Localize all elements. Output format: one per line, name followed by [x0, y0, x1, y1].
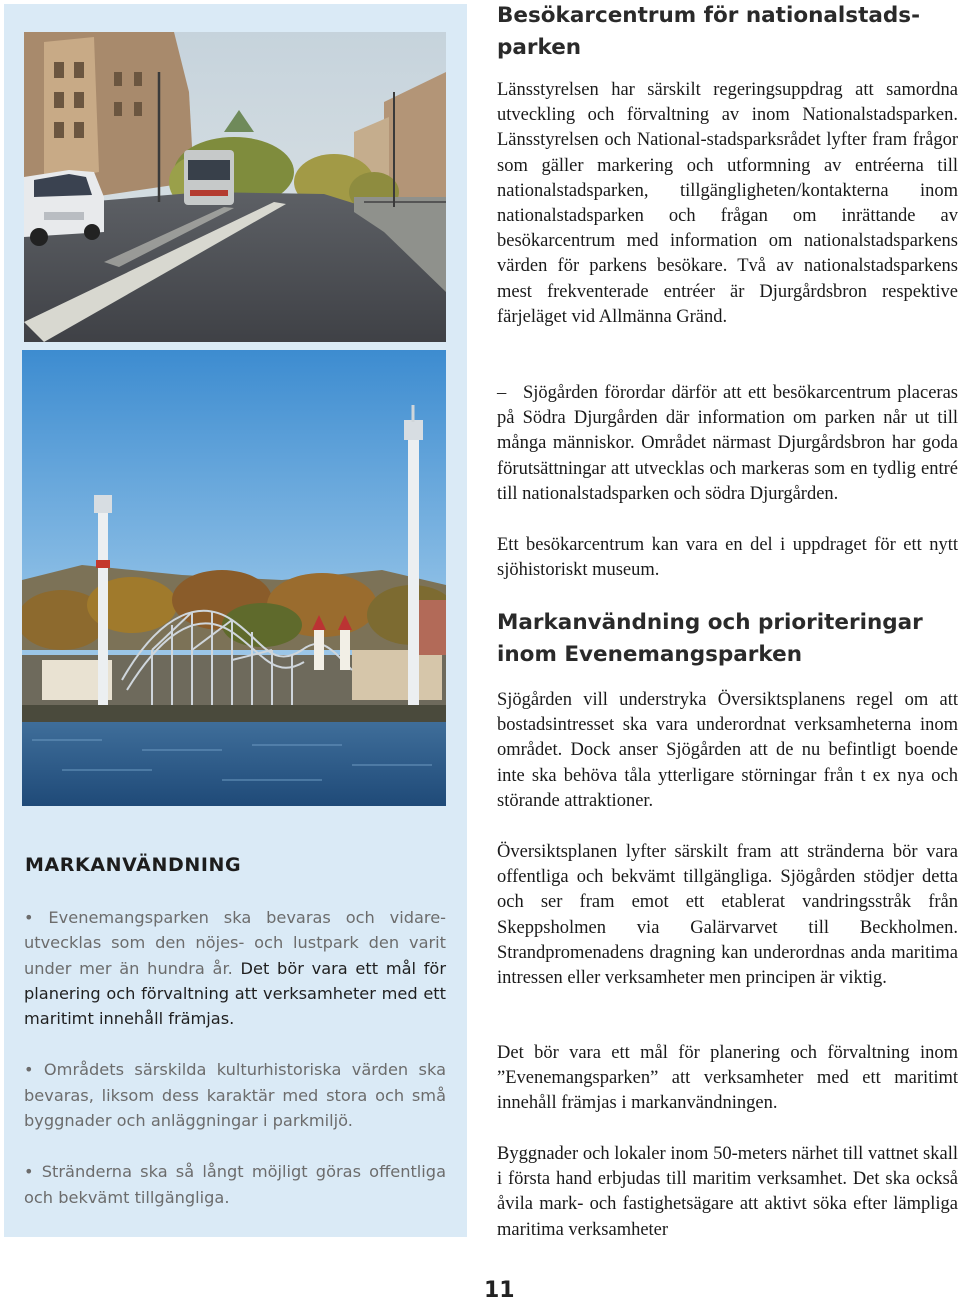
- bullet-text: Stränderna ska så långt möjligt göras offentliga och bekvämt tillgängliga.: [24, 1162, 446, 1207]
- bullet-text-emphasis: Det bör vara ett mål för planering och förvaltning att verksamheter med ett maritimt innehåll främjas.: [24, 958, 446, 1029]
- section-title-land-use: Markanvändning och prioriteringar inom Evenemangsparken: [497, 610, 923, 667]
- paragraph: Översiktsplanen lyfter särskilt fram att stränderna bör vara offentliga och bekvämt tillgängliga. Sjögården stödjer detta och ser fram emot ett etablerat vandringsstråk från Skeppsholmen via Galärvarvet till Beckholmen. Strandpromenadens dragning kan underordnas anda maritima intressen eller verksamheter men principen är viktig.: [497, 842, 958, 989]
- bullet-text: Områdets särskilda kulturhistoriska värden ska bevaras, liksom dess karaktär med stora och små byggnader och anläggningar i parkmiljö.: [24, 1060, 446, 1131]
- fact-box-bullet: [24, 905, 446, 1031]
- street-photo-image: [24, 32, 446, 342]
- paragraph: Ett besökarcentrum kan vara en del i uppdraget för ett nytt sjöhistoriskt museum.: [497, 535, 958, 581]
- paragraph: Det bör vara ett mål för planering och förvaltning inom ”Evenemangsparken” att verksamheter med ett maritimt innehåll främjas i markanvändningen.: [497, 1043, 958, 1114]
- paragraph: Sjögården vill understryka Översiktsplanens regel om att bostadsintresset ska vara underordnat verksamheterna inom området. Dock anser Sjögården att de nu befintligt boende inte ska behöva tåla ytterligare störningar från t ex nya och störande attraktioner.: [497, 690, 958, 811]
- page-number: 11: [484, 1278, 515, 1303]
- fact-box-bullets: [24, 905, 446, 1236]
- paragraph-with-dash: [497, 381, 958, 507]
- bullet-marker: •: [24, 1162, 34, 1182]
- section-title-visitor-center: Besökarcentrum för nationalstadsparken: [497, 3, 920, 60]
- fact-box-heading: MARKANVÄNDNING: [25, 854, 242, 876]
- paragraph: Byggnader och lokaler inom 50-meters närhet till vattnet skall i första hand erbjudas till maritim verksamhet. Det ska också åvila mark- och fastighetsägare att aktivt söka efter lämpliga maritima verksamheter: [497, 1144, 958, 1240]
- dash-marker: –: [497, 383, 507, 403]
- paragraph-text: Sjögården förordar därför att ett besökarcentrum placeras på Södra Djurgården där information om parken når ut till många människor. Området närmast Djurgårdsbron har goda förutsättningar att utvecklas och markeras som en tydlig entré till nationalstadsparken och södra Djurgården.: [497, 383, 958, 504]
- bullet-marker: •: [24, 908, 34, 927]
- amusement-park-photo: [22, 350, 446, 806]
- bullet-marker: •: [24, 1060, 34, 1080]
- paragraph: Länsstyrelsen har särskilt regeringsuppdrag att samordna utveckling och förvaltning av inom Nationalstadsparken. Länsstyrelsen och National-stadsparksrådet lyfter fram frågor som gäller markering och utformning av entréerna till nationalstadsparken, tillgängligheten/kontakterna inom nationalstadsparken och frågan om inrättande av besökarcentrum med information om nationalstadsparkens värden för parkens besökare. Två av nationalstadsparkens mest frekventerade entréer är Djurgårdsbron respektive färjeläget vid Allmänna Gränd.: [497, 80, 958, 327]
- amusement-park-photo-image: [22, 350, 446, 806]
- fact-box-bullet: [24, 1159, 446, 1210]
- bullet-text: Evenemangsparken ska bevaras och vidareutvecklas som den nöjes- och lustpark den varit under mer än hundra år.: [24, 908, 446, 978]
- street-photo: [24, 32, 446, 342]
- fact-box-bullet: [24, 1057, 446, 1133]
